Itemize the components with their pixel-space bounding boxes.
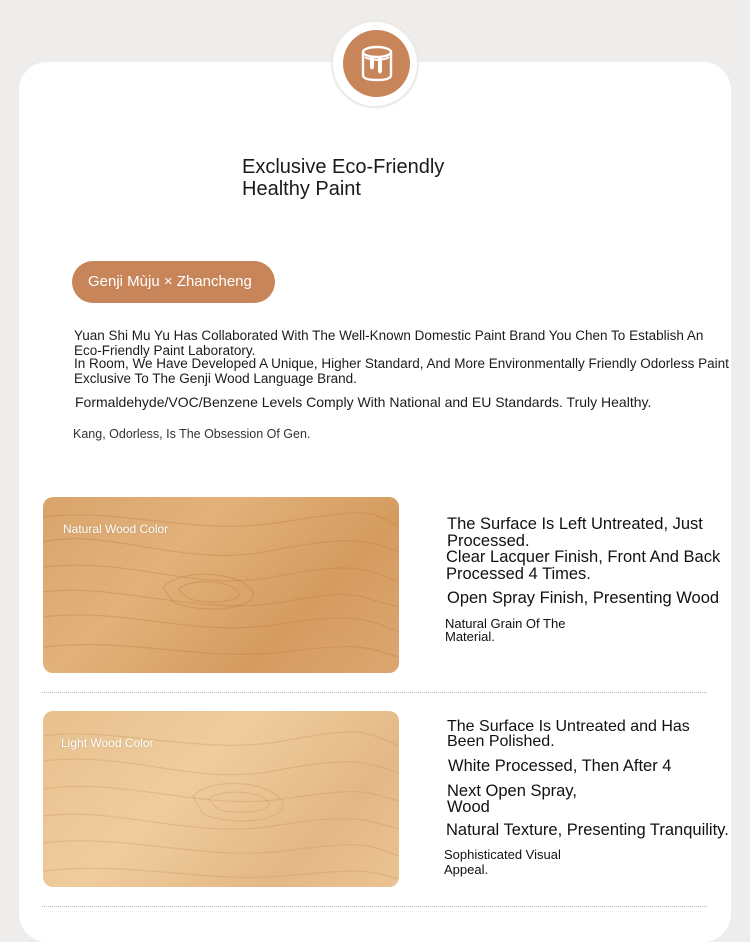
intro-paragraph-1: Yuan Shi Mu Yu Has Collaborated With The Well-Known Domestic Paint Brand You Chen To Establish An Eco-Friendly Paint Laboratory. [74,328,704,358]
paint-bucket-icon [359,45,395,83]
finish-2-desc-4: Natural Texture, Presenting Tranquility. [446,821,729,839]
section-divider [42,692,707,693]
finish-1-desc-4: Natural Grain Of The Material. [445,616,566,644]
natural-wood-swatch [43,497,399,673]
intro-paragraph-3: Formaldehyde/VOC/Benzene Levels Comply With National and EU Standards. Truly Healthy. [75,394,652,410]
finish-1-desc-3: Open Spray Finish, Presenting Wood [447,589,720,607]
intro-paragraph-2: In Room, We Have Developed A Unique, Higher Standard, And More Environmentally Friendly Odorless Paint Exclusive To The Genji Wood Language Brand. [74,356,729,386]
wood-color-label: Natural Wood Color [63,522,169,536]
finish-1-desc-2: Clear Lacquer Finish, Front And Back Processed 4 Times. [446,548,721,583]
brand-collab-pill: Genji Mùju × Zhancheng [72,261,275,303]
section-divider [42,906,707,907]
intro-paragraph-4: Kang, Odorless, Is The Obsession Of Gen. [73,427,311,441]
finish-2-desc-3: Next Open Spray, Wood [447,782,577,816]
page-title: Exclusive Eco-Friendly Healthy Paint [242,156,445,200]
light-wood-swatch [43,711,399,887]
wood-color-label: Light Wood Color [61,736,154,750]
finish-2-desc-1: The Surface Is Untreated and Has Been Polished. [447,718,690,750]
finish-1-desc-1: The Surface Is Left Untreated, Just Processed. [447,515,703,550]
finish-2-desc-2: White Processed, Then After 4 [448,757,672,775]
paint-bucket-badge [343,30,410,97]
finish-2-desc-5: Sophisticated Visual Appeal. [444,847,561,877]
